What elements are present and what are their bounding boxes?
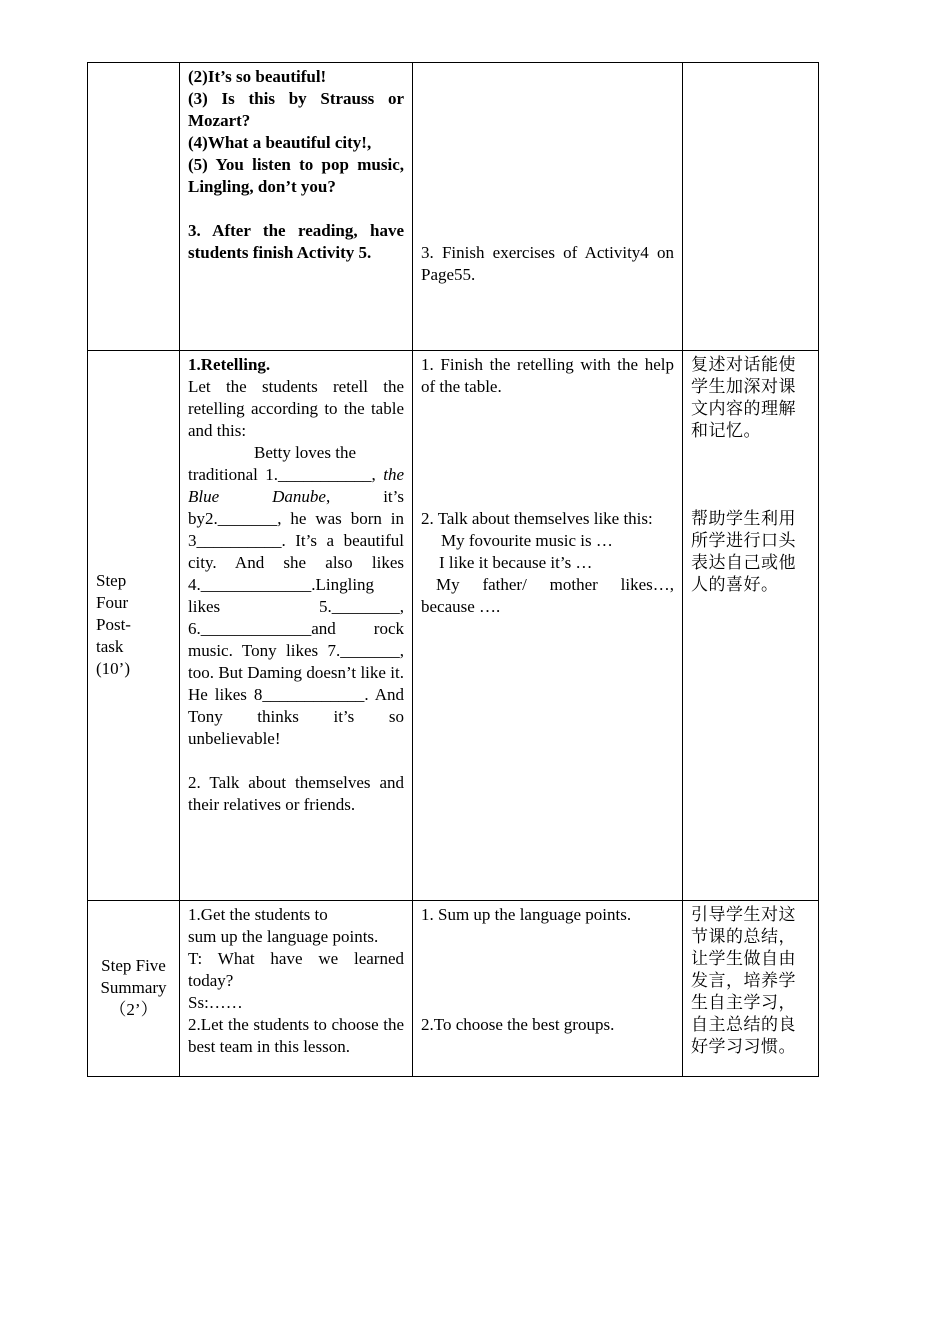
teacher-activity-cell [180,351,413,901]
step-label: Post- [96,615,131,634]
step-label: task [96,637,124,656]
student-line: My father/ mother likes…, because …. [421,575,674,616]
retelling-heading: 1.Retelling. [188,355,271,374]
table-row [88,63,819,351]
purpose-text: 复述对话能使学生加深对课文内容的理解和记忆。 [691,355,796,441]
teacher-instruction: Let the students retell the retelling according to the table and this: [188,377,404,440]
spacer [188,750,404,772]
purpose-text: 引导学生对这节课的总结，让学生做自由发言，培养学生自主学习，自主总结的良好学习习惯。 [691,905,796,1057]
purpose-cell [683,63,819,351]
music-title: the Blue Danube [188,465,404,506]
step-label: Step Five [101,956,166,975]
student-line: My fovourite music is … [441,531,613,550]
step-cell [88,901,180,1077]
purpose-cell [683,351,819,901]
student-line: 2. Talk about themselves like this: [421,509,653,528]
student-line: 1. Finish the retelling with the help of the table. [421,355,674,396]
teacher-line: T: What have we learned today? [188,949,404,990]
teacher-line: (5) You listen to pop music, Lingling, don’t you? [188,155,404,196]
teacher-line: (3) Is this by Strauss or Mozart? [188,89,404,130]
student-line: 2.To choose the best groups. [421,1015,615,1034]
teacher-blank-line [188,198,404,220]
purpose-text: 帮助学生利用所学进行口头表达自己或他人的喜好。 [691,509,796,595]
table-row [88,351,819,901]
step-time: （2’） [109,1000,158,1019]
retell-text: traditional 1.___________, [188,465,376,484]
teacher-line: (2)It’s so beautiful! [188,67,327,86]
teacher-line: sum up the language points. [188,927,379,946]
student-activity-cell [413,901,683,1077]
lesson-plan-table [87,62,819,1077]
teacher-activity-cell [180,901,413,1077]
step-label: Four [96,593,129,612]
student-line: 3. Finish exercises of Activity4 on Page55. [421,243,674,284]
teacher-activity-cell [180,63,413,351]
teacher-line: 3. After the reading, have students finish Activity 5. [188,221,404,262]
step-cell [88,63,180,351]
teacher-line: 1.Get the students to [188,905,328,924]
retell-text: , it’s by2._______, he was born in 3__________. It’s a beautiful city. And she also likes 4._____________.Lingling likes 5.________, 6._____________and rock music. Tony likes 7._______, too. But Daming doesn’t like it. He likes 8____________. And Tony thinks it’s so unbelievable! [188,487,404,748]
retell-text: Betty loves the [254,443,356,462]
step-time: (10’) [96,659,130,678]
teacher-line: (4)What a beautiful city!, [188,133,372,152]
purpose-cell [683,901,819,1077]
student-activity-cell [413,63,683,351]
step-label: Summary [100,978,167,997]
table-row [88,901,819,1077]
student-activity-cell [413,351,683,901]
student-line: I like it because it’s … [439,553,593,572]
teacher-line: Ss:…… [188,993,243,1012]
teacher-instruction: 2. Talk about themselves and their relatives or friends. [188,773,404,814]
step-cell [88,351,180,901]
retell-text [188,464,404,750]
student-line: 1. Sum up the language points. [421,905,632,924]
step-label: Step [96,571,127,590]
teacher-line: 2.Let the students to choose the best team in this lesson. [188,1015,404,1056]
